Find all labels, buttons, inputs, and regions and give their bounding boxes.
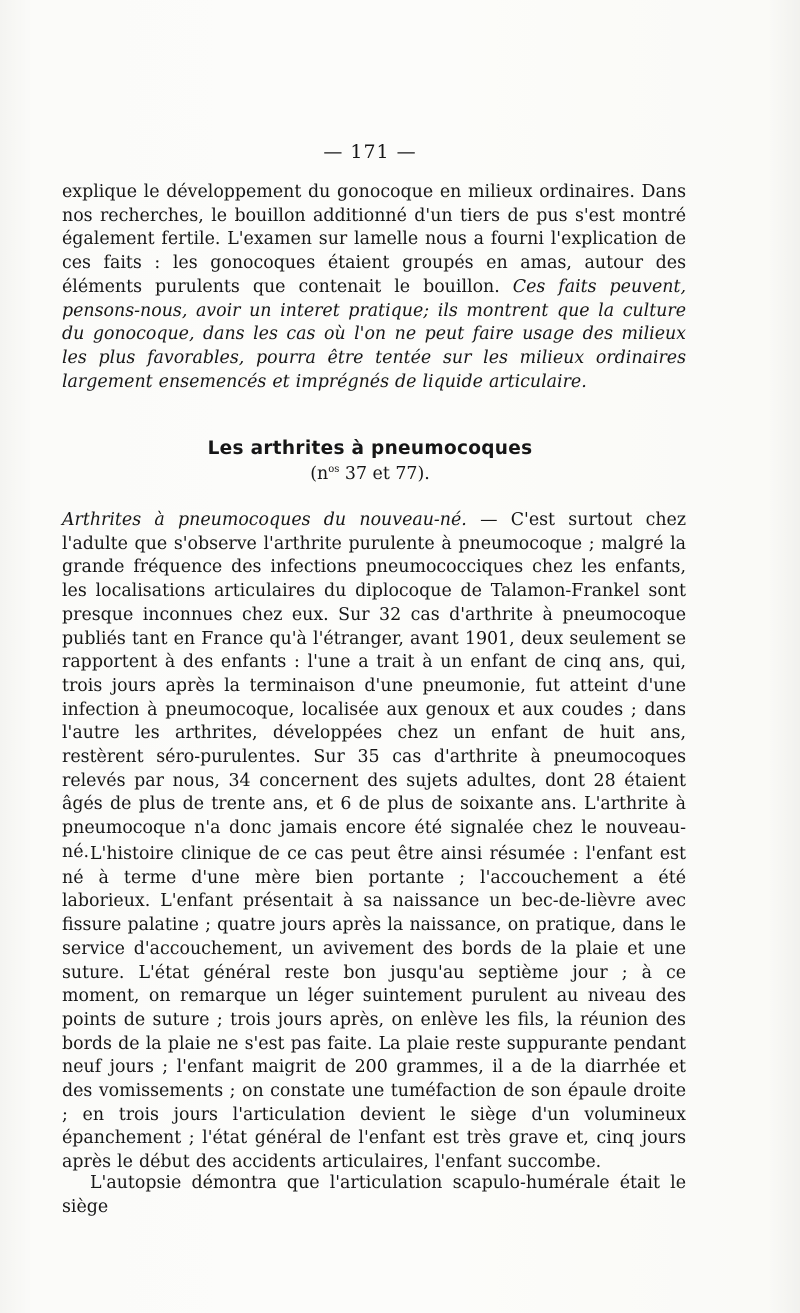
section-heading: Les arthrites à pneumocoques — [207, 438, 533, 459]
paragraph-gonocoque-intro: explique le développement du gonocoque en milieux ordinaires. Dans nos recherches, le bouillon additionné d'un tiers de pus s'est montré également fertile. L'examen sur lamelle nous a fourni l'explication de ces faits : les gonocoques étaient groupés en amas, autour des éléments purulents que contenait le bouillon. — [62, 182, 686, 297]
paragraph-newborn-arthritis — [62, 509, 686, 865]
case-numbers-prefix: (n — [310, 464, 329, 484]
case-numbers-suffix: 37 et 77). — [339, 464, 430, 484]
case-numbers-superscript: os — [328, 464, 340, 476]
paragraph-gonocoque-culture — [62, 181, 686, 394]
subsection-text: — C'est surtout chez l'adulte que s'observe l'arthrite purulente à pneumocoque ; malgré la grande fréquence des infections pneumococciques chez les enfants, les localisations articulaires du diplocoque de Talamon-Frankel sont presque inconnues chez eux. Sur 32 cas d'arthrite à pneumocoque publiés tant en France qu'à l'étranger, avant 1901, deux seulement se rapportent à des enfants : l'une a trait à un enfant de cinq ans, qui, trois jours après la terminaison d'une pneumonie, fut atteint d'une infection à pneumocoque, localisée aux genoux et aux coudes ; dans l'autre les arthrites, développées chez un enfant de huit ans, restèrent séro-purulentes. Sur 35 cas d'arthrite à pneumocoques relevés par nous, 34 concernent des sujets adultes, dont 28 étaient âgés de plus de trente ans, et 6 de plus de soixante ans. L'arthrite à pneumocoque n'a donc jamais encore été signalée chez le nouveau-né. — [62, 510, 687, 862]
paragraph-clinical-history: L'histoire clinique de ce cas peut être ainsi résumée : l'enfant est né à terme d'une mère bien portante ; l'accouchement a été laborieux. L'enfant présentait à sa naissance un bec-de-lièvre avec fissure palatine ; quatre jours après la naissance, on pratique, dans le service d'accouchement, un avivement des bords de la plaie et une suture. L'état général reste bon jusqu'au septième jour ; à ce moment, on remarque un léger suintement purulent au niveau des points de suture ; trois jours après, on enlève les fils, la réunion des bords de la plaie ne s'est pas faite. La plaie reste suppurante pendant neuf jours ; l'enfant maigrit de 200 grammes, il a de la diarrhée et des vomissements ; on constate une tuméfaction de son épaule droite ; en trois jours l'articulation devient le siège d'un volumineux épanchement ; l'état général de l'enfant est très grave et, cinq jours après le début des accidents articulaires, l'enfant succombe. — [62, 844, 686, 1173]
subsection-lead: Arthrites à pneumocoques du nouveau-né. — [62, 510, 467, 530]
paragraph-gonocoque-italic-conclusion: Ces faits peuvent, pensons-nous, avoir un interet pratique; ils montrent que la culture du gonocoque, dans les cas où l'on ne peut faire usage des milieux les plus favorables, pourra être tentée sur les milieux ordinaires largement ensemencés et imprégnés de liquide articulaire. — [62, 276, 686, 392]
section-case-numbers — [0, 464, 740, 484]
paragraph-autopsy: L'autopsie démontra que l'articulation scapulo-humérale était le siège — [62, 1173, 686, 1217]
page-number: — 171 — — [323, 141, 417, 163]
